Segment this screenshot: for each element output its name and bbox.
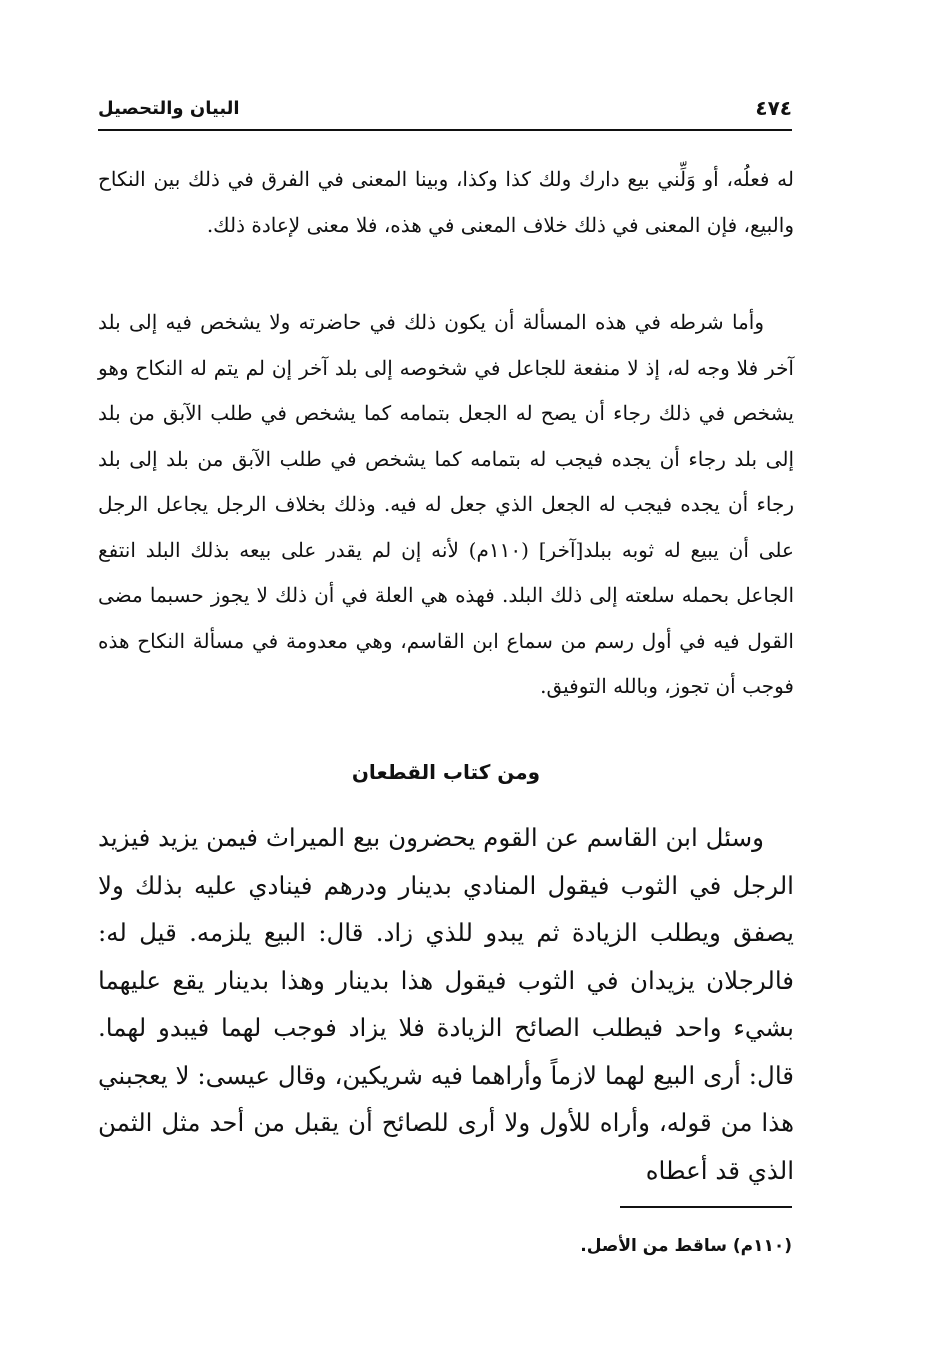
paragraph-1: له فعلُه، أو وَلِّني بيع دارك ولك كذا وكذا، وبينا المعنى في الفرق في ذلك بين النكاح والبيع، فإن المعنى في ذلك خلاف المعنى في هذه، فلا معنى لإعادة ذلك. — [98, 167, 794, 237]
page-header — [98, 92, 792, 132]
page-number: ٤٧٤ — [755, 96, 792, 120]
header-rule — [98, 129, 792, 131]
footnote: (١١٠م) ساقط من الأصل. — [580, 1236, 792, 1256]
section-heading: ومن كتاب القطعان — [351, 760, 541, 784]
paragraph-2: وأما شرطه في هذه المسألة أن يكون ذلك في حاضرته ولا يشخص فيه إلى بلد آخر فلا وجه له، إذ لا منفعة للجاعل في شخوصه إلى بلد آخر إن لم يتم له النكاح وهو يشخص في ذلك رجاء أن يصح له الجعل بتمامه كما يشخص في طلب الآبق من بلد إلى بلد رجاء أن يجده فيجب له بتمامه كما يشخص في طلب الآبق من بلد إلى بلد رجاء أن يجده فيجب له الجعل الذي جعل له فيه. وذلك بخلاف الرجل يجاعل الرجل على أن يبيع له ثوبه ببلد[آخر] (١١٠م) لأنه إن لم يقدر على بيعه بذلك البلد انتفع الجاعل بحمله سلعته إلى ذلك البلد. فهذه هي العلة في أن ذلك لا يجوز حسبما مضى القول فيه في أول رسم من سماع ابن القاسم، وهي معدومة في مسألة النكاح هذه فوجب أن تجوز، وبالله التوفيق. — [98, 310, 794, 698]
paragraph-3: وسئل ابن القاسم عن القوم يحضرون بيع الميراث فيمن يزيد فيزيد الرجل في الثوب فيقول المنادي بدينار ودرهم فينادي عليه بذلك ولا يصفق ويطلب الزيادة ثم يبدو للذي زاد. قال: البيع يلزمه. قيل له: فالرجلان يزيدان في الثوب فيقول هذا بدينار وهذا بدينار يقع عليهما بشيء واحد فيطلب الصائح الزيادة فلا يزاد فوجب لهما فيبدو لهما. قال: أرى البيع لهما لازماً وأراهما فيه شريكين، وقال عيسى: لا يعجبني هذا من قوله، وأراه للأول ولا أرى للصائح أن يقبل من أحد مثل الثمن الذي قد أعطاه — [98, 823, 794, 1185]
running-title: البيان والتحصيل — [98, 98, 240, 119]
footnote-rule — [620, 1206, 792, 1208]
